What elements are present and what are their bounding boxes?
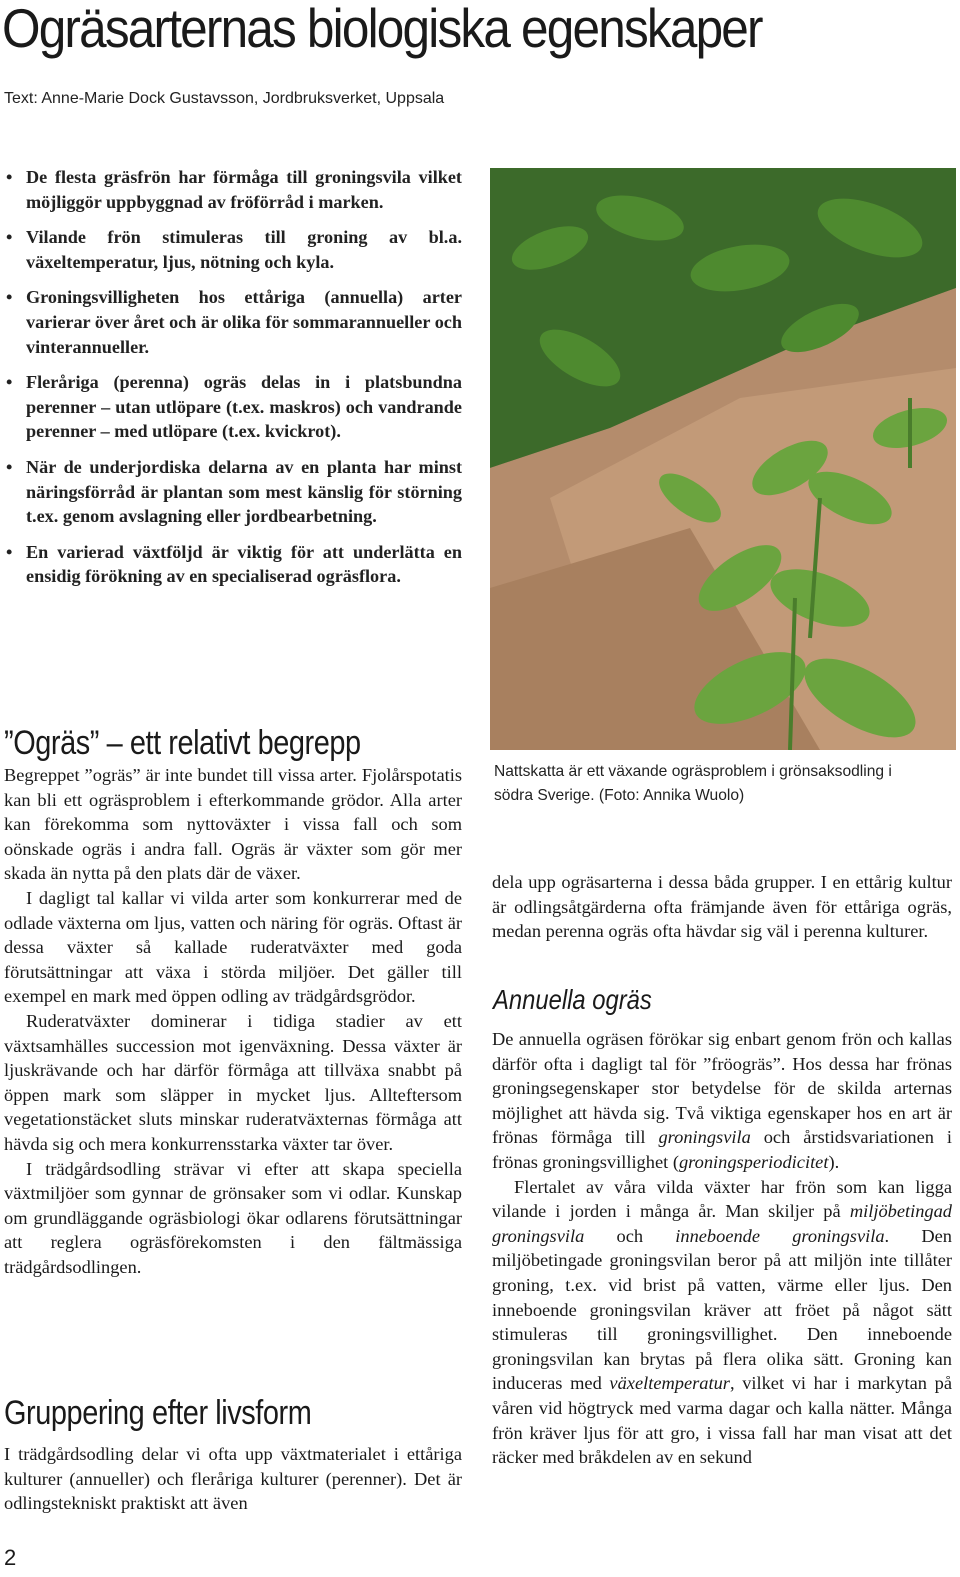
- section-annuella-body: [492, 1027, 952, 1470]
- paragraph: Flertalet av våra vilda växter har frön som kan ligga vilande i jorden i många år. Man skiljer på miljöbetingad groningsvila och inneboende groningsvila. Den miljöbetingade groningsvilan beror på att miljön inte tillåter groning, t.ex. vid brist på vatten, värme eller ljus. Den inneboende groningsvilan kräver att fröet på något sätt stimuleras till groningsvillighet. Den inneboende groningsvilan kan brytas på flera olika sätt. Groning kan induceras med växeltemperatur, vilket vi har i markytan på våren vid högtryck med varma dagar och kalla nätter. Många frön kräver ljus för att gro, i vissa fall har man visat att det räcker med bråkdelen av en sekund: [492, 1176, 952, 1468]
- bullet-item: • De flesta gräsfrön har förmåga till groningsvila vilket möjliggör uppbyggnad av fröförråd i marken.: [4, 165, 462, 214]
- photo-caption: Nattskatta är ett växande ogräsproblem i grönsaksodling i södra Sverige. (Foto: Annika Wuolo): [494, 763, 892, 804]
- page-number: 2: [4, 1545, 17, 1570]
- section-heading-gruppering: Gruppering efter livsform: [4, 1394, 312, 1432]
- plant-illustration: [490, 168, 956, 750]
- right-column-continued: [492, 870, 952, 944]
- paragraph: I dagligt tal kallar vi vilda arter som konkurrerar med de odlade växterna om ljus, vatten och näring för ogräs. Oftast är dessa växter så kallade ruderatväxter med goda förutsättningar att växa i störda miljöer. Det gäller till exempel en mark med öppen odling av trädgårdsgrödor.: [4, 887, 462, 1007]
- section-heading-annuella: Annuella ogräs: [493, 984, 652, 1015]
- paragraph: Ruderatväxter dominerar i tidiga stadier av ett växtsamhälles succession mot igenväxning. Dessa växter är ljuskrävande och har därför förmåga att tillväxa snabbt på öppen mark som släpper in mycket ljus. Allteftersom vegetationstäcket sluts minskar ruderatväxternas förmåga att hävda sig och mera konkurrensstarka växter tar över.: [4, 1010, 462, 1154]
- page-title: Ogräsarternas biologiska egenskaper: [2, 0, 762, 59]
- byline: Text: Anne-Marie Dock Gustavsson, Jordbruksverket, Uppsala: [4, 90, 445, 107]
- paragraph: dela upp ogräsarterna i dessa båda grupper. I en ettårig kultur är odlingsåtgärderna ofta främjande även för ettåriga ogräs, medan perenna ogräs ofta hävdar sig väl i perenna kulturer.: [492, 872, 952, 942]
- section-ograsbegrepp-body: [4, 763, 462, 1279]
- paragraph: Begreppet ”ogräs” är inte bundet till vissa arter. Fjolårspotatis kan bli ett ogräsproblem i efterkommande grödor. Alla arter kan förekomma som nyttoväxter i vissa fall och som oönskade ogräs i andra fall. Ogräs är växter som gör mer skada än nytta på den plats där de växer.: [4, 765, 462, 884]
- bullet-item: • Groningsvilligheten hos ettåriga (annuella) arter varierar över året och är olika för sommarannueller och vinterannueller.: [4, 285, 462, 359]
- section-heading-ogras-relativt: ”Ogräs” – ett relativt begrepp: [4, 724, 361, 762]
- weed-field-photo: [490, 168, 956, 750]
- bullet-item: • Fleråriga (perenna) ogräs delas in i platsbundna perenner – utan utlöpare (t.ex. maskros) och vandrande perenner – med utlöpare (t.ex. kvickrot).: [4, 370, 462, 444]
- bullet-item: • Vilande frön stimuleras till groning av bl.a. växeltemperatur, ljus, nötning och kyla.: [4, 225, 462, 274]
- paragraph: I trädgårdsodling delar vi ofta upp växtmaterialet i ettåriga kulturer (annueller) och fleråriga kulturer (perenner). Det är odlingstekniskt praktiskt att även: [4, 1444, 462, 1514]
- summary-bullet-list: [4, 165, 462, 600]
- section-gruppering-body: [4, 1442, 462, 1516]
- paragraph: De annuella ogräsen förökar sig enbart genom frön och kallas därför ofta i dagligt tal för ”fröogräs”. Hos dessa har frönas groningsegenskaper stor betydelse för de skilda arternas möjlighet att hävda sig. Två viktiga egenskaper hos en art är frönas förmåga till groningsvila och årstidsvariationen i frönas groningsvillighet (groningsperiodicitet).: [492, 1029, 952, 1172]
- bullet-item: • En varierad växtföljd är viktig för att underlätta en ensidig förökning av en specialiserad ogräsflora.: [4, 540, 462, 589]
- bullet-item: • När de underjordiska delarna av en planta har minst näringsförråd är plantan som mest känslig för störning t.ex. genom avslagning eller jordbearbetning.: [4, 455, 462, 529]
- paragraph: I trädgårdsodling strävar vi efter att skapa speciella växtmiljöer som gynnar de grönsaker som vi odlar. Kunskap om grundläggande ogräsbiologi ökar odlarens förutsättningar att reglera ogräsförekomsten i den fältmässiga trädgårdsodlingen.: [4, 1158, 462, 1277]
